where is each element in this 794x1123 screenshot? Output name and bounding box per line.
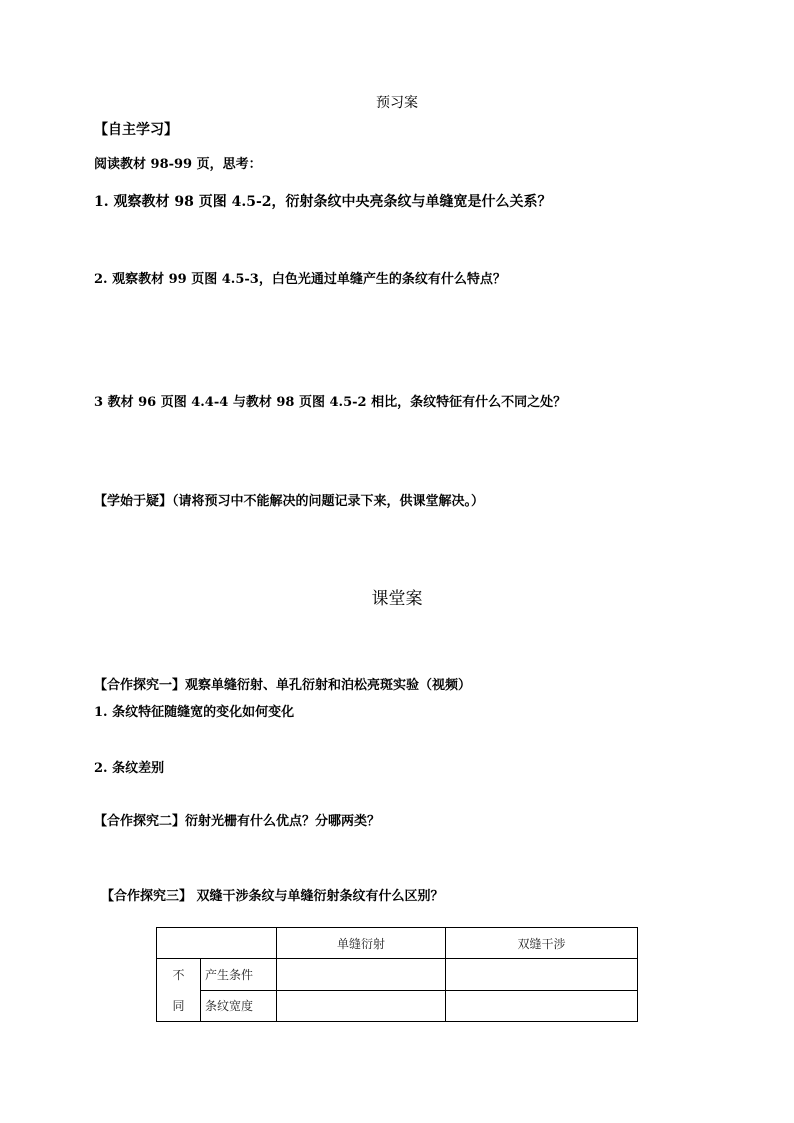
row-label-width: 条纹宽度: [201, 990, 277, 1022]
comparison-table: [156, 927, 638, 1022]
reading-instruction: 阅读教材 98-99 页，思考：: [94, 157, 262, 172]
self-study-heading: 【自主学习】: [94, 122, 178, 138]
table-row: [157, 990, 638, 1022]
doubt-heading: 【学始于疑】（请将预习中不能解决的问题记录下来，供课堂解决。）: [94, 494, 485, 509]
column-double-slit: 双缝干涉: [446, 928, 638, 959]
table-corner-cell: [157, 928, 277, 959]
inquiry2-heading: 【合作探究二】衍射光栅有什么优点？分哪两类？: [94, 814, 381, 829]
difference-label-top: 不: [172, 968, 185, 982]
cell-width-single: [277, 990, 446, 1022]
table-header-row: [157, 928, 638, 959]
inquiry3-heading: 【合作探究三】 双缝干涉条纹与单缝衍射条纹有什么区别？: [101, 889, 444, 904]
difference-label-cell: [157, 959, 201, 1022]
question-3: 3 教材 96 页图 4.4-4 与教材 98 页图 4.5-2 相比，条纹特征有什么不同之处？: [94, 395, 567, 410]
classroom-title: 课堂案: [371, 589, 423, 609]
question-2: 2. 观察教材 99 页图 4.5-3，白色光通过单缝产生的条纹有什么特点？: [94, 272, 506, 287]
cell-width-double: [446, 990, 638, 1022]
preview-title: 预习案: [376, 95, 418, 111]
cell-condition-single: [277, 959, 446, 991]
table-row: [157, 959, 638, 991]
row-label-condition: 产生条件: [201, 959, 277, 991]
inquiry1-item-2: 2. 条纹差别: [94, 761, 165, 776]
inquiry1-heading: 【合作探究一】观察单缝衍射、单孔衍射和泊松亮斑实验（视频）: [94, 678, 472, 693]
inquiry1-item-1: 1. 条纹特征随缝宽的变化如何变化: [94, 705, 295, 720]
column-single-slit: 单缝衍射: [277, 928, 446, 959]
cell-condition-double: [446, 959, 638, 991]
difference-label-bottom: 同: [172, 999, 185, 1013]
question-1: 1. 观察教材 98 页图 4.5-2，衍射条纹中央亮条纹与单缝宽是什么关系？: [94, 194, 552, 210]
